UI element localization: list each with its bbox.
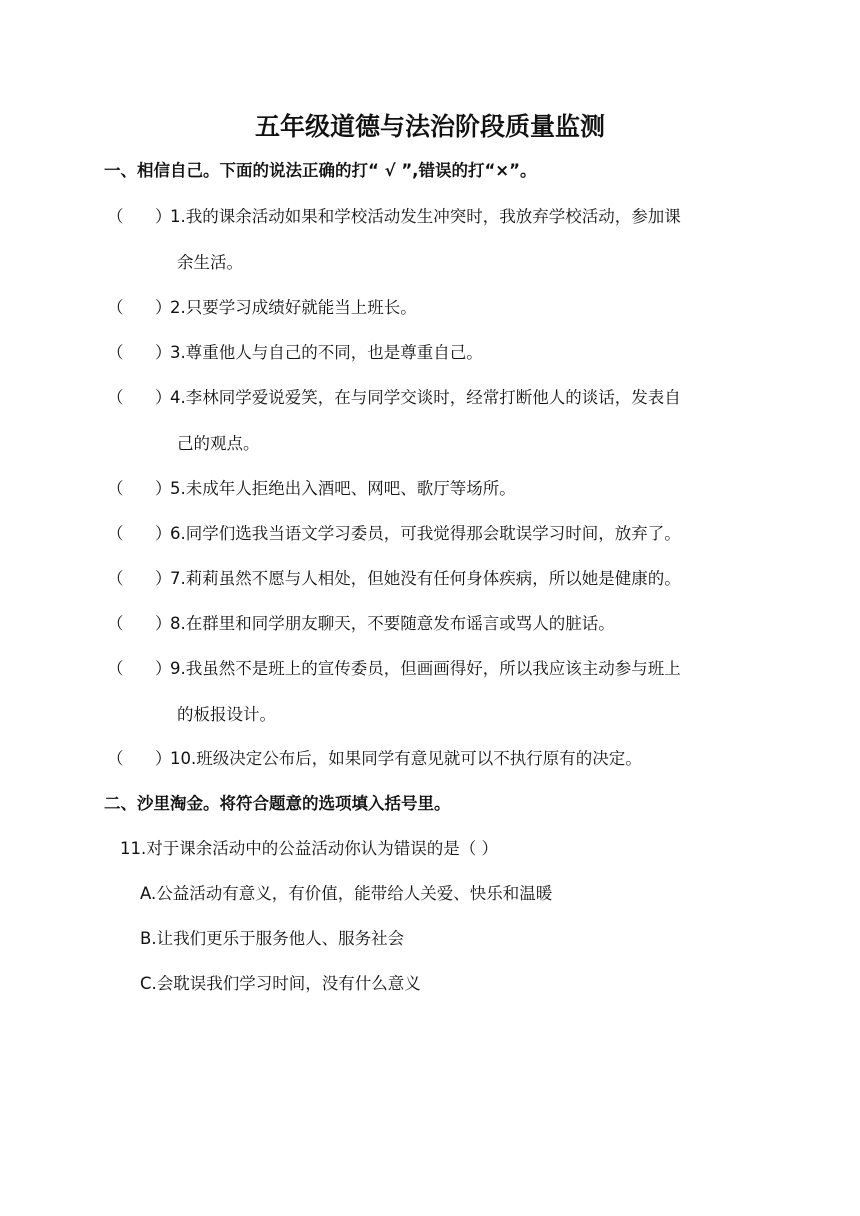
question-item bbox=[107, 476, 757, 502]
option-b[interactable]: B.让我们更乐于服务他人、服务社会 bbox=[140, 929, 405, 948]
question-text: 2.只要学习成绩好就能当上班长。 bbox=[170, 298, 417, 317]
question-item bbox=[107, 566, 757, 592]
question-text-continued: 的板报设计。 bbox=[177, 705, 276, 724]
answer-blank[interactable]: （ ） bbox=[107, 479, 172, 498]
question-text: 8.在群里和同学朋友聊天，不要随意发布谣言或骂人的脏话。 bbox=[170, 614, 615, 633]
answer-blank[interactable]: （ ） bbox=[107, 298, 172, 317]
answer-blank[interactable]: （ ） bbox=[107, 614, 172, 633]
answer-blank[interactable]: （ ） bbox=[107, 524, 172, 543]
question-item bbox=[107, 385, 757, 457]
question-text: 1.我的课余活动如果和学校活动发生冲突时，我放弃学校活动，参加课 bbox=[170, 207, 681, 226]
question-text: 10.班级决定公布后，如果同学有意见就可以不执行原有的决定。 bbox=[170, 749, 642, 768]
question-text: 6.同学们选我当语文学习委员，可我觉得那会耽误学习时间，放弃了。 bbox=[170, 524, 681, 543]
question-item bbox=[107, 656, 757, 728]
answer-blank[interactable]: （ ） bbox=[107, 749, 172, 768]
question-text: 7.莉莉虽然不愿与人相处，但她没有任何身体疾病，所以她是健康的。 bbox=[170, 569, 681, 588]
question-item bbox=[107, 746, 757, 772]
question-text: 4.李林同学爱说爱笑，在与同学交谈时，经常打断他人的谈话，发表自 bbox=[170, 388, 681, 407]
answer-blank[interactable]: （ ） bbox=[107, 659, 172, 678]
answer-blank[interactable]: （ ） bbox=[107, 343, 172, 362]
question-text: 3.尊重他人与自己的不同，也是尊重自己。 bbox=[170, 343, 483, 362]
answer-blank[interactable]: （ ） bbox=[107, 569, 172, 588]
question-item bbox=[107, 204, 757, 276]
question-item bbox=[107, 295, 757, 321]
page-title: 五年级道德与法治阶段质量监测 bbox=[254, 112, 605, 141]
question-text: 5.未成年人拒绝出入酒吧、网吧、歌厅等场所。 bbox=[170, 479, 516, 498]
section-heading-true-false: 一、相信自己。下面的说法正确的打“ √ ”,错误的打“×”。 bbox=[104, 161, 537, 180]
option-c[interactable]: C.会耽误我们学习时间，没有什么意义 bbox=[140, 974, 421, 993]
option-a[interactable]: A.公益活动有意义，有价值，能带给人关爱、快乐和温暖 bbox=[140, 884, 553, 903]
question-text-continued: 余生活。 bbox=[177, 253, 243, 272]
question-stem: 11.对于课余活动中的公益活动你认为错误的是（ ） bbox=[120, 839, 498, 858]
answer-blank[interactable]: （ ） bbox=[107, 388, 172, 407]
question-item bbox=[107, 611, 757, 637]
question-text-continued: 己的观点。 bbox=[177, 434, 260, 453]
question-text: 9.我虽然不是班上的宣传委员，但画画得好，所以我应该主动参与班上 bbox=[170, 659, 681, 678]
question-item bbox=[107, 521, 757, 547]
answer-blank[interactable]: （ ） bbox=[107, 207, 172, 226]
section-heading-multiple-choice: 二、沙里淘金。将符合题意的选项填入括号里。 bbox=[104, 794, 451, 813]
question-item bbox=[107, 340, 757, 366]
